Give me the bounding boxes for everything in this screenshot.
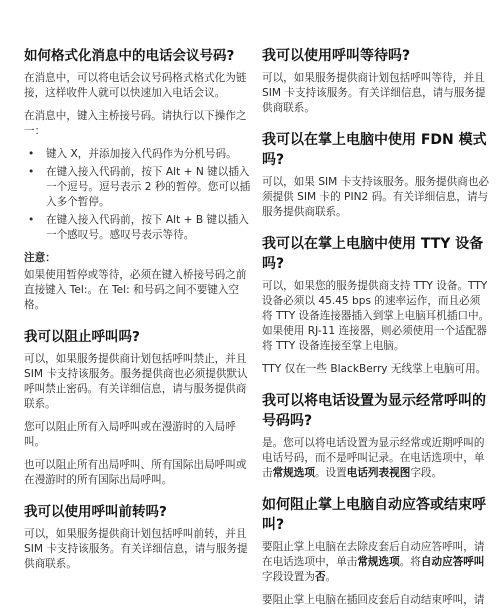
section-title-fdn-mode: 我可以在掌上电脑中使用 FDN 模式吗? [262, 132, 487, 168]
paragraph: 要阻止掌上电脑在插回皮套后自动结束呼叫，请 [262, 594, 485, 606]
paragraph: 可以，如果 SIM 卡支持该服务。服务提供商也必须提供 SIM 卡的 PIN2 码。有关详细信息，请与服务提供商联系。 [262, 176, 490, 218]
note-text: 如果使用暂停或等待，必须在键入桥接号码之前直接键入 Tel:。在 Tel: 和号码之间不要键入空格。 [24, 269, 247, 311]
section-title-call-waiting: 我可以使用呼叫等待吗? [262, 48, 411, 64]
list-item-text: 在键入接入代码前，按下 Alt + B 键以插入一个感叹号。感叹号表示等待。 [46, 214, 249, 241]
text-run: 。设置 [314, 467, 347, 479]
paragraph: TTY 仅在一些 BlackBerry 无线掌上电脑可用。 [262, 363, 487, 375]
list-item [24, 213, 252, 243]
text-run: 。 [325, 571, 337, 583]
paragraph: 可以，如果服务提供商计划包括呼叫前转，并且 SIM 卡支持该服务。有关详细信息，请与服务提供商联系。 [24, 528, 248, 570]
bullet-icon: • [28, 148, 35, 160]
paragraph: 在消息中，可以将电话会议号码格式格式化为链接，这样收件人就可以快速加入电话会议。 [24, 72, 247, 99]
text-run: 字段。 [410, 467, 443, 479]
paragraph: 您可以阻止所有入局呼叫或在漫游时的入局呼叫。 [24, 421, 236, 448]
left-column [24, 46, 252, 580]
section-title-call-forwarding: 我可以使用呼叫前转吗? [24, 504, 167, 520]
text-run: 字段设置为 [262, 571, 315, 583]
text-run: 是。您可以将电话设置为显示经常或近期呼叫的电话号码，而不是呼叫记录。在电话选项中，单击 [262, 437, 485, 479]
bullet-icon: • [28, 214, 35, 226]
section-title-call-barring: 我可以阻止呼叫吗? [24, 329, 140, 345]
section-title-auto-answer: 如何阻止掌上电脑自动应答或结束呼叫? [262, 497, 486, 533]
list-item-text: 键入 X，并添加接入代码作为分机号码。 [46, 148, 237, 160]
section-title-conference-number: 如何格式化消息中的电话会议号码? [24, 48, 235, 64]
ui-term-no: 否 [314, 571, 326, 583]
paragraph: 可以，如果您的服务提供商支持 TTY 设备。TTY 设备必须以 45.45 bps 的速率运作，而且必须将 TTY 设备连接器插入到掌上电脑耳机插口中。如果使用 RJ-11 连接器，则必须使用一个适配器将 TTY 设备连接至掌上电脑。 [262, 280, 490, 352]
list-item [24, 147, 252, 162]
ui-term-general-options: 常规选项 [357, 556, 400, 568]
ui-term-general-options: 常规选项 [272, 467, 315, 479]
paragraph [262, 436, 490, 481]
ui-term-auto-answer-calls: 自动应答呼叫 [420, 556, 485, 568]
bullet-icon: • [28, 166, 35, 178]
paragraph: 可以，如果服务提供商计划包括呼叫等待，并且 SIM 卡支持该服务。有关详细信息，请与服务提供商联系。 [262, 72, 486, 114]
ui-term-phone-list-view: 电话列表视图 [346, 467, 411, 479]
paragraph: 可以，如果服务提供商计划包括呼叫禁止，并且 SIM 卡支持该服务。服务提供商也必须提供默认呼叫禁止密码。有关详细信息，请与服务提供商联系。 [24, 353, 248, 410]
text-run: 。将 [399, 556, 421, 568]
list-item [24, 165, 252, 210]
list-item-text: 在键入接入代码前，按下 Alt + N 键以插入一个逗号。逗号表示 2 秒的暂停。您可以插入多个暂停。 [46, 166, 251, 208]
section-title-tty-device: 我可以在掌上电脑中使用 TTY 设备吗? [262, 236, 484, 272]
right-column [262, 46, 490, 616]
paragraph [262, 540, 490, 585]
paragraph: 也可以阻止所有出局呼叫、所有国际出局呼叫或在漫游时的所有国际出局呼叫。 [24, 459, 247, 486]
text-run: 要阻止掌上电脑在去除皮套后自动应答呼叫，请在电话选项中，单击 [262, 541, 485, 568]
section-title-frequent-numbers: 我可以将电话设置为显示经常呼叫的号码吗? [262, 393, 486, 429]
bullet-list [24, 147, 252, 243]
note-label: 注意： [24, 252, 56, 264]
paragraph: 在消息中，键入主桥接号码。请执行以下操作之一： [24, 110, 247, 137]
